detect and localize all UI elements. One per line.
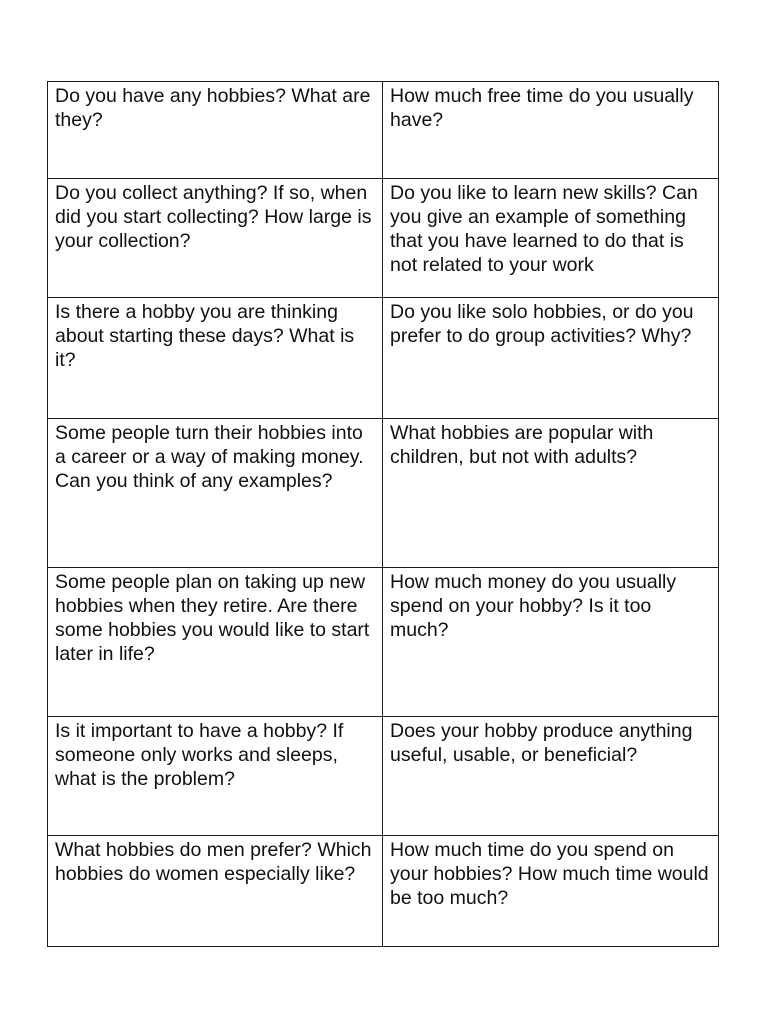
table-row [48, 179, 719, 298]
table-row [48, 298, 719, 419]
table-row [48, 419, 719, 568]
question-card: How much free time do you usually have? [383, 82, 719, 179]
question-card: Some people turn their hobbies into a career or a way of making money. Can you think of any examples? [48, 419, 383, 568]
question-card: Some people plan on taking up new hobbies when they retire. Are there some hobbies you would like to start later in life? [48, 568, 383, 717]
question-card: What hobbies are popular with children, but not with adults? [383, 419, 719, 568]
table-row [48, 82, 719, 179]
question-card: Does your hobby produce anything useful, usable, or beneficial? [383, 717, 719, 836]
question-card-table [47, 81, 719, 947]
table-row [48, 717, 719, 836]
question-card: How much money do you usually spend on your hobby? Is it too much? [383, 568, 719, 717]
question-card: How much time do you spend on your hobbies? How much time would be too much? [383, 836, 719, 947]
question-card: Do you like solo hobbies, or do you prefer to do group activities? Why? [383, 298, 719, 419]
question-card: Do you have any hobbies? What are they? [48, 82, 383, 179]
question-card: Is it important to have a hobby? If someone only works and sleeps, what is the problem? [48, 717, 383, 836]
question-card: What hobbies do men prefer? Which hobbies do women especially like? [48, 836, 383, 947]
table-row [48, 836, 719, 947]
question-card: Do you like to learn new skills? Can you give an example of something that you have learned to do that is not related to your work [383, 179, 719, 298]
table-row [48, 568, 719, 717]
question-card: Is there a hobby you are thinking about starting these days? What is it? [48, 298, 383, 419]
question-card: Do you collect anything? If so, when did you start collecting? How large is your collection? [48, 179, 383, 298]
